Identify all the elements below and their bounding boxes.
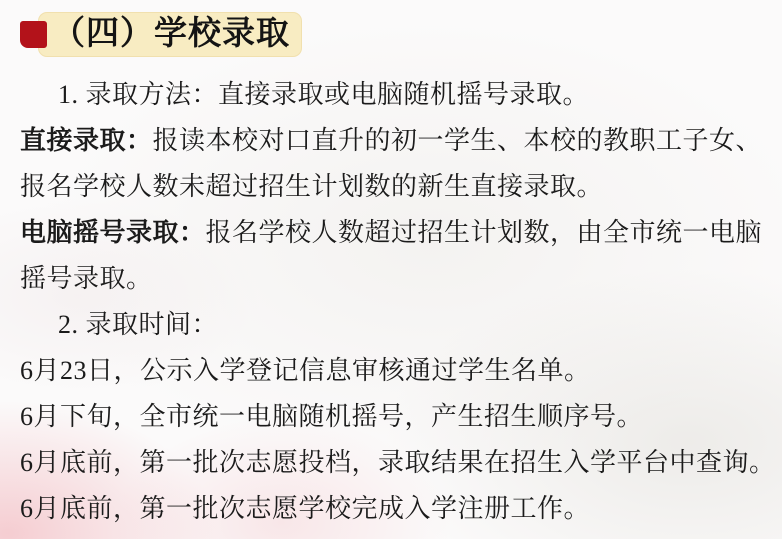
text-run: 报名学校人数超过招生计划数，由全市统一电脑 [205, 218, 763, 247]
text-run: 6月底前，第一批次志愿投档，录取结果在招生入学平台中查询。 [20, 448, 776, 477]
text-run: 报名学校人数未超过招生计划数的新生直接录取。 [20, 172, 604, 201]
body-line [20, 118, 782, 164]
text-run-bold: 直接录取： [20, 126, 153, 155]
body-line [20, 210, 782, 256]
text-run: 6月下旬，全市统一电脑随机摇号，产生招生顺序号。 [20, 402, 644, 431]
title-band [0, 0, 782, 66]
text-run: 报读本校对口直升的初一学生、本校的教职工子女、 [152, 126, 763, 155]
body-line [20, 72, 782, 118]
red-square-bullet-icon [20, 21, 47, 48]
text-run: 摇号录取。 [20, 264, 153, 293]
body-line [20, 256, 782, 302]
text-run: 1. 录取方法：直接录取或电脑随机摇号录取。 [58, 80, 590, 109]
body-line [20, 348, 782, 394]
body-line [20, 394, 782, 440]
body-line [20, 302, 782, 348]
slide-body [20, 72, 782, 532]
text-run-bold: 电脑摇号录取： [20, 218, 206, 247]
body-line [20, 486, 782, 532]
text-run: 6月23日，公示入学登记信息审核通过学生名单。 [20, 356, 591, 385]
text-run: 2. 录取时间： [58, 310, 219, 339]
body-line [20, 440, 782, 486]
page-title: （四）学校录取 [52, 16, 290, 52]
body-line [20, 164, 782, 210]
text-run: 6月底前，第一批次志愿学校完成入学注册工作。 [20, 494, 591, 523]
title-highlight-box [38, 12, 302, 57]
